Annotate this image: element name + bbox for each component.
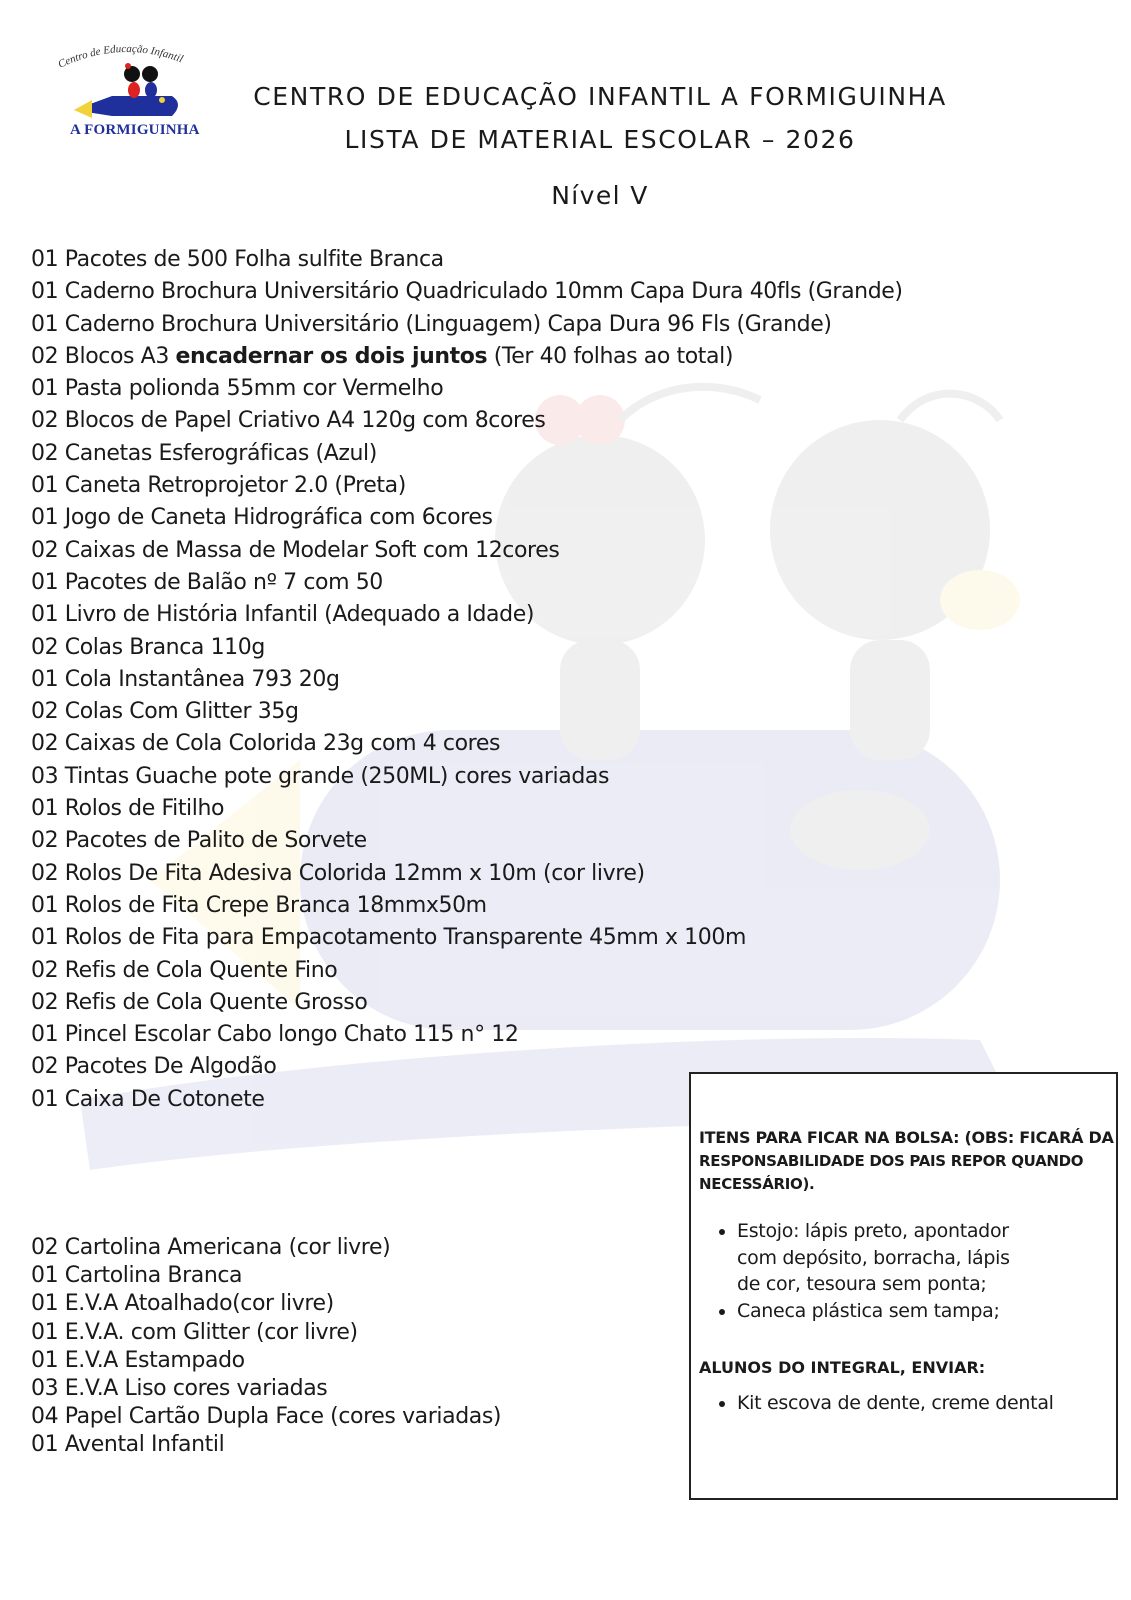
list-item-text: 02 Blocos A3 — [31, 343, 176, 369]
list-item: 02 Canetas Esferográficas (Azul) — [31, 440, 377, 466]
list-item — [31, 341, 903, 373]
list-item: 01 Rolos de Fita para Empacotamento Transparente 45mm x 100m — [31, 925, 746, 951]
list-item: 01 E.V.A Estampado — [31, 1347, 245, 1373]
list-item: 01 Cola Instantânea 793 20g — [31, 666, 340, 692]
page-subtitle: LISTA DE MATERIAL ESCOLAR – 2026 — [344, 125, 856, 154]
list-item: 01 Livro de História Infantil (Adequado a Idade) — [31, 602, 535, 628]
list-item: 01 Cartolina Branca — [31, 1263, 243, 1289]
bag-items-title-line: ITENS PARA FICAR NA BOLSA: (OBS: FICARÁ DA — [699, 1128, 1114, 1147]
list-item: 02 Refis de Cola Quente Fino — [31, 957, 338, 983]
list-item: 02 Colas Branca 110g — [31, 634, 265, 660]
list-item: 02 Caixas de Cola Colorida 23g com 4 cores — [31, 731, 501, 757]
list-item-emphasis: encadernar os dois juntos — [175, 343, 488, 369]
bag-items-box — [689, 1072, 1118, 1500]
integral-students-title: ALUNOS DO INTEGRAL, ENVIAR: — [699, 1358, 986, 1377]
list-item: 02 Pacotes de Palito de Sorvete — [31, 828, 367, 854]
list-item: 02 Blocos de Papel Criativo A4 120g com 8cores — [31, 408, 546, 434]
list-item: 01 Caixa De Cotonete — [31, 1086, 265, 1112]
list-item: 01 Pasta polionda 55mm cor Vermelho — [31, 376, 444, 402]
list-item: 02 Refis de Cola Quente Grosso — [31, 989, 368, 1015]
materials-list — [31, 244, 903, 1116]
list-item: 01 Jogo de Caneta Hidrográfica com 6cores — [31, 505, 493, 531]
list-item-text: (Ter 40 folhas ao total) — [487, 343, 733, 369]
class-level: Nível V — [551, 181, 649, 210]
bag-items-title-rest: RESPONSABILIDADE DOS PAIS REPOR QUANDO NECESSÁRIO). — [699, 1152, 1084, 1193]
bag-items-title — [699, 1126, 1117, 1196]
list-item: 01 E.V.A Atoalhado(cor livre) — [31, 1291, 334, 1317]
integral-items-list — [699, 1390, 1131, 1417]
logo-ants-emblem — [52, 38, 202, 128]
list-item: 01 Caderno Brochura Universitário Quadriculado 10mm Capa Dura 40fls (Grande) — [31, 279, 903, 305]
list-item: 03 E.V.A Liso cores variadas — [31, 1376, 328, 1402]
list-item: 01 Rolos de Fita Crepe Branca 18mmx50m — [31, 892, 487, 918]
svg-text:Centro de Educação Infantil — [56, 43, 184, 71]
list-item: 01 E.V.A. com Glitter (cor livre) — [31, 1319, 358, 1345]
page-title: CENTRO DE EDUCAÇÃO INFANTIL A FORMIGUINHA — [253, 82, 947, 111]
list-item: 01 Caderno Brochura Universitário (Linguagem) Capa Dura 96 Fls (Grande) — [31, 311, 832, 337]
list-item: 02 Rolos De Fita Adesiva Colorida 12mm x 10m (cor livre) — [31, 860, 645, 886]
list-item: 01 Pacotes de Balão nº 7 com 50 — [31, 569, 383, 595]
logo-arc-text: Centro de Educação Infantil — [56, 42, 185, 71]
list-item: 01 Rolos de Fitilho — [31, 796, 225, 822]
list-item: 01 Pacotes de 500 Folha sulfite Branca — [31, 247, 444, 272]
list-item: 03 Tintas Guache pote grande (250ML) cores variadas — [31, 763, 610, 789]
integral-item: • Kit escova de dente, creme dental — [737, 1390, 1131, 1417]
paper-materials-list — [31, 1234, 501, 1460]
list-item: 01 Caneta Retroprojetor 2.0 (Preta) — [31, 473, 406, 499]
list-item: 01 Avental Infantil — [31, 1432, 225, 1458]
list-item: 02 Cartolina Americana (cor livre) — [31, 1235, 391, 1260]
bag-item: • Caneca plástica sem tampa; — [737, 1298, 1037, 1325]
list-item: 02 Colas Com Glitter 35g — [31, 699, 299, 725]
bag-items-list — [699, 1218, 1037, 1324]
list-item: 02 Caixas de Massa de Modelar Soft com 12cores — [31, 537, 560, 563]
logo-name: A FORMIGUINHA — [70, 122, 200, 138]
list-item: 01 Pincel Escolar Cabo longo Chato 115 n° 12 — [31, 1022, 519, 1048]
list-item: 02 Pacotes De Algodão — [31, 1054, 277, 1080]
bag-item: • Estojo: lápis preto, apontador com depósito, borracha, lápis de cor, tesoura sem ponta; — [737, 1218, 1037, 1298]
list-item: 04 Papel Cartão Dupla Face (cores variadas) — [31, 1404, 502, 1430]
school-logo — [52, 38, 202, 148]
